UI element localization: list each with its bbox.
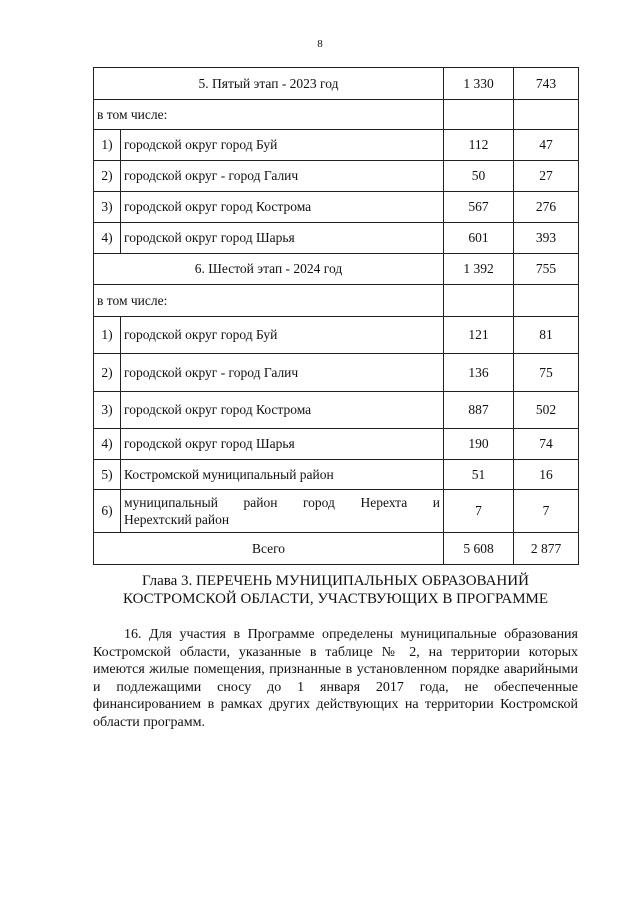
table-row bbox=[94, 460, 579, 490]
municipality-name: городской округ город Шарья bbox=[121, 223, 444, 254]
row-value-2: 75 bbox=[514, 354, 579, 392]
chapter-heading bbox=[93, 572, 578, 608]
row-value-1: 7 bbox=[444, 490, 514, 533]
municipality-name: городской округ город Шарья bbox=[121, 429, 444, 460]
municipality-name: городской округ - город Галич bbox=[121, 354, 444, 392]
row-value-2: 502 bbox=[514, 392, 579, 429]
stage-title: 5. Пятый этап - 2023 год bbox=[94, 68, 444, 100]
municipality-name: городской округ город Буй bbox=[121, 130, 444, 161]
program-stages-table bbox=[93, 67, 579, 565]
row-value-1: 567 bbox=[444, 192, 514, 223]
row-value-2: 393 bbox=[514, 223, 579, 254]
total-value-1: 5 608 bbox=[444, 533, 514, 565]
body-paragraph: 16. Для участия в Программе определены муниципальные образования Костромской области, указанные в таблице № 2, на территории которых имеются жилые помещения, признанные в установленном порядке аварийными и подлежащими сносу до 1 января 2017 года, не обеспеченные финансированием в рамках других действующих на территории Костромской области программ. bbox=[93, 627, 578, 730]
stage-row bbox=[94, 68, 579, 100]
row-value-1: 50 bbox=[444, 161, 514, 192]
table-row bbox=[94, 161, 579, 192]
stage-row bbox=[94, 254, 579, 285]
row-number: 1) bbox=[94, 130, 121, 161]
total-row bbox=[94, 533, 579, 565]
row-value-1: 121 bbox=[444, 317, 514, 354]
row-value-2: 276 bbox=[514, 192, 579, 223]
table-row bbox=[94, 354, 579, 392]
table-row bbox=[94, 392, 579, 429]
table-row bbox=[94, 490, 579, 533]
municipality-name-line-2: Нерехтский район bbox=[124, 512, 230, 527]
stage-value-2: 743 bbox=[514, 68, 579, 100]
including-label: в том числе: bbox=[94, 285, 444, 317]
table-row bbox=[94, 317, 579, 354]
row-value-2: 7 bbox=[514, 490, 579, 533]
municipality-name-line-1: муниципальный район город Нерехта и bbox=[124, 495, 441, 510]
row-value-1: 601 bbox=[444, 223, 514, 254]
row-number: 4) bbox=[94, 223, 121, 254]
municipality-name: городской округ город Буй bbox=[121, 317, 444, 354]
row-number: 5) bbox=[94, 460, 121, 490]
row-value-1: 136 bbox=[444, 354, 514, 392]
municipality-name: городской округ город Кострома bbox=[121, 392, 444, 429]
row-number: 1) bbox=[94, 317, 121, 354]
chapter-heading-line-1: Глава 3. ПЕРЕЧЕНЬ МУНИЦИПАЛЬНЫХ ОБРАЗОВАНИЙ bbox=[142, 573, 529, 589]
row-value-1: 190 bbox=[444, 429, 514, 460]
table-row bbox=[94, 429, 579, 460]
stage-value-1: 1 392 bbox=[444, 254, 514, 285]
table-row bbox=[94, 223, 579, 254]
table-row bbox=[94, 130, 579, 161]
page-number: 8 bbox=[317, 38, 323, 50]
including-label: в том числе: bbox=[94, 100, 444, 130]
row-value-2: 27 bbox=[514, 161, 579, 192]
row-value-1: 112 bbox=[444, 130, 514, 161]
chapter-heading-line-2: КОСТРОМСКОЙ ОБЛАСТИ, УЧАСТВУЮЩИХ В ПРОГРАММЕ bbox=[122, 591, 549, 607]
municipality-name: городской округ - город Галич bbox=[121, 161, 444, 192]
municipality-name: городской округ город Кострома bbox=[121, 192, 444, 223]
municipality-name: Костромской муниципальный район bbox=[121, 460, 444, 490]
stage-title: 6. Шестой этап - 2024 год bbox=[94, 254, 444, 285]
row-number: 2) bbox=[94, 354, 121, 392]
row-value-2: 74 bbox=[514, 429, 579, 460]
total-label: Всего bbox=[94, 533, 444, 565]
including-row bbox=[94, 285, 579, 317]
row-number: 3) bbox=[94, 192, 121, 223]
including-row bbox=[94, 100, 579, 130]
row-value-2: 16 bbox=[514, 460, 579, 490]
row-number: 3) bbox=[94, 392, 121, 429]
table-row bbox=[94, 192, 579, 223]
row-value-2: 81 bbox=[514, 317, 579, 354]
row-value-1: 51 bbox=[444, 460, 514, 490]
row-value-1: 887 bbox=[444, 392, 514, 429]
row-number: 2) bbox=[94, 161, 121, 192]
stage-value-2: 755 bbox=[514, 254, 579, 285]
row-number: 6) bbox=[94, 490, 121, 533]
row-number: 4) bbox=[94, 429, 121, 460]
total-value-2: 2 877 bbox=[514, 533, 579, 565]
stage-value-1: 1 330 bbox=[444, 68, 514, 100]
municipality-name bbox=[121, 490, 444, 533]
row-value-2: 47 bbox=[514, 130, 579, 161]
